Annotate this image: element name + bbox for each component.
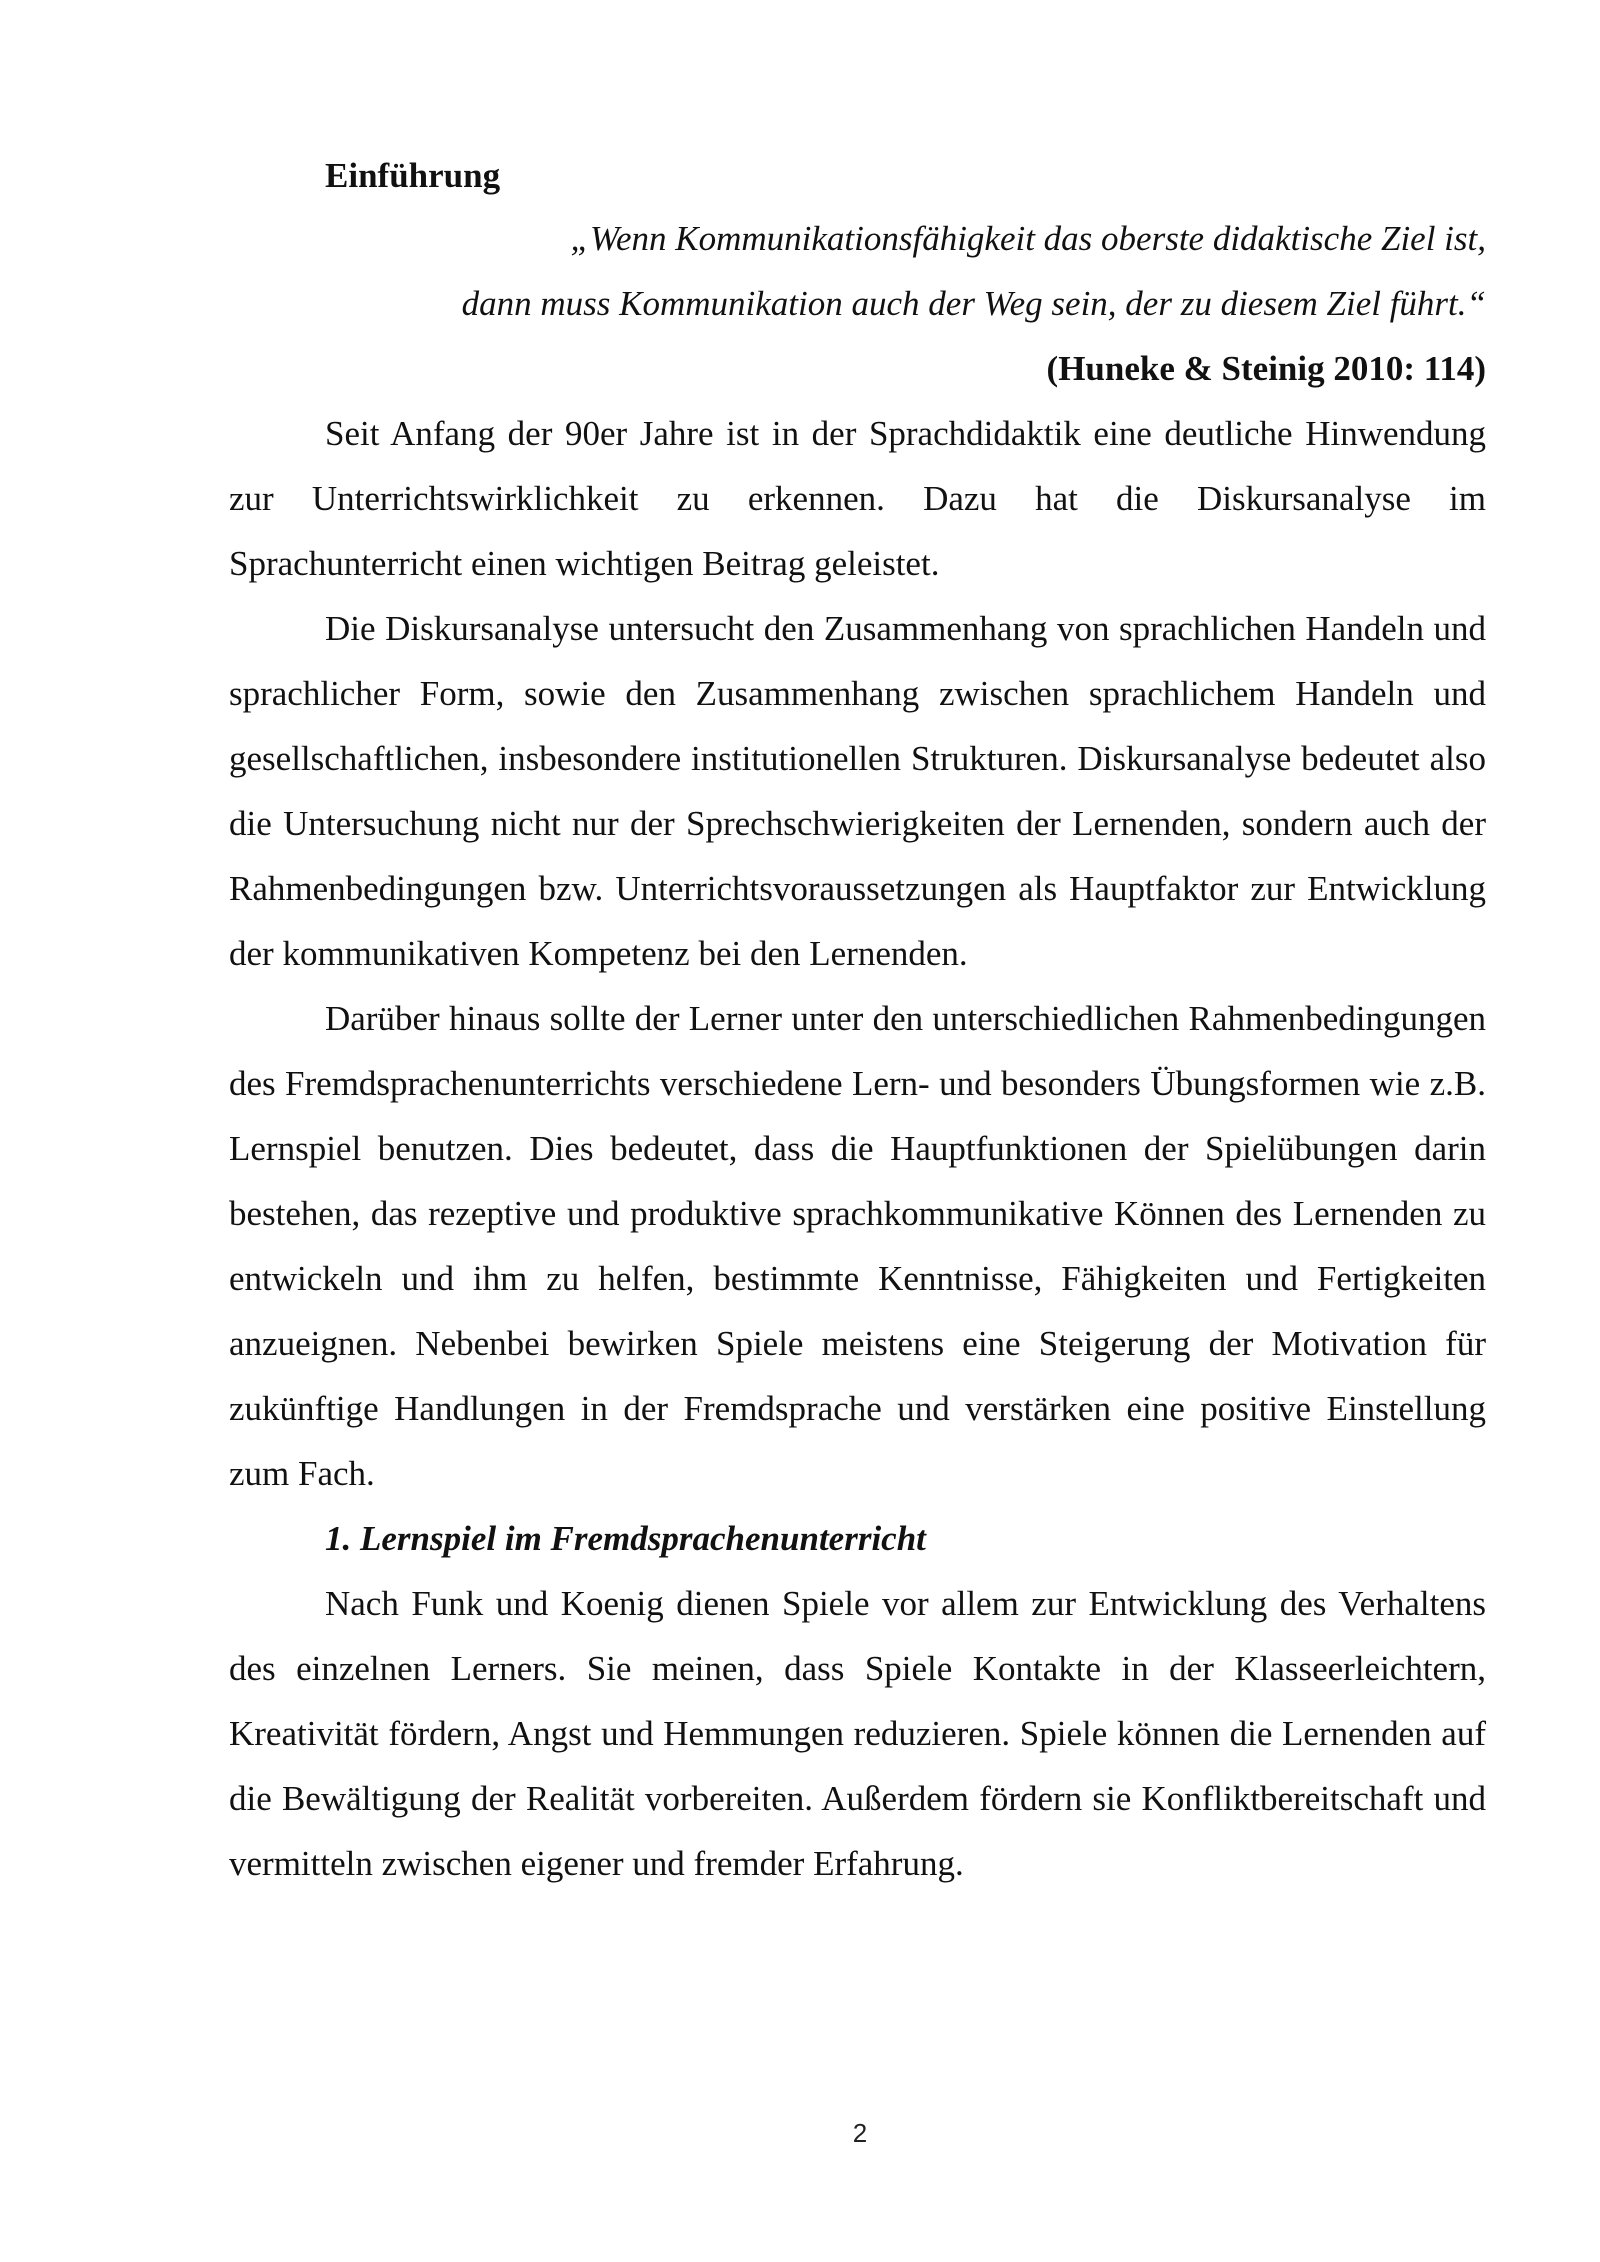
epigraph-line-2: dann muss Kommunikation auch der Weg sein, der zu diesem Ziel führt.“ xyxy=(461,284,1486,323)
epigraph-source: (Huneke & Steinig 2010: 114) xyxy=(1046,349,1486,388)
body-paragraph: Nach Funk und Koenig dienen Spiele vor allem zur Entwicklung des Verhaltens des einzelnen Lerners. Sie meinen, dass Spiele Kontakte in der Klasseerleichtern, Kreativität fördern, Angst und Hemmungen reduzieren. Spiele können die Lernenden auf die Bewältigung der Realität vorbereiten. Außerdem fördern sie Konfliktbereitschaft und vermitteln zwischen eigener und fremder Erfahrung. xyxy=(229,1584,1486,1883)
page-content xyxy=(229,146,1486,1896)
body-paragraph: Die Diskursanalyse untersucht den Zusammenhang von sprachlichen Handeln und sprachlicher Form, sowie den Zusammenhang zwischen sprachlichem Handeln und gesellschaftlichen, insbesondere institutionellen Strukturen. Diskursanalyse bedeutet also die Untersuchung nicht nur der Sprechschwierigkeiten der Lernenden, sondern auch der Rahmenbedingungen bzw. Unterrichtsvoraussetzungen als Hauptfaktor zur Entwicklung der kommunikativen Kompetenz bei den Lernenden. xyxy=(229,609,1486,973)
section-heading-lernspiel: 1. Lernspiel im Fremdsprachenunterricht xyxy=(325,1519,926,1558)
body-paragraph: Seit Anfang der 90er Jahre ist in der Sprachdidaktik eine deutliche Hinwendung zur Unterrichtswirklichkeit zu erkennen. Dazu hat die Diskursanalyse im Sprachunterricht einen wichtigen Beitrag geleistet. xyxy=(229,414,1486,583)
epigraph-line-1: „Wenn Kommunikationsfähigkeit das oberste didaktische Ziel ist, xyxy=(570,219,1486,258)
body-paragraph: Darüber hinaus sollte der Lerner unter den unterschiedlichen Rahmenbedingungen des Fremdsprachenunterrichts verschiedene Lern- und besonders Übungsformen wie z.B. Lernspiel benutzen. Dies bedeutet, dass die Hauptfunktionen der Spielübungen darin bestehen, das rezeptive und produktive sprachkommunikative Können des Lernenden zu entwickeln und ihm zu helfen, bestimmte Kenntnisse, Fähigkeiten und Fertigkeiten anzueignen. Nebenbei bewirken Spiele meistens eine Steigerung der Motivation für zukünftige Handlungen in der Fremdsprache und verstärken eine positive Einstellung zum Fach. xyxy=(229,999,1486,1493)
section-heading-introduction: Einführung xyxy=(325,156,501,195)
page-number: 2 xyxy=(852,2118,868,2148)
